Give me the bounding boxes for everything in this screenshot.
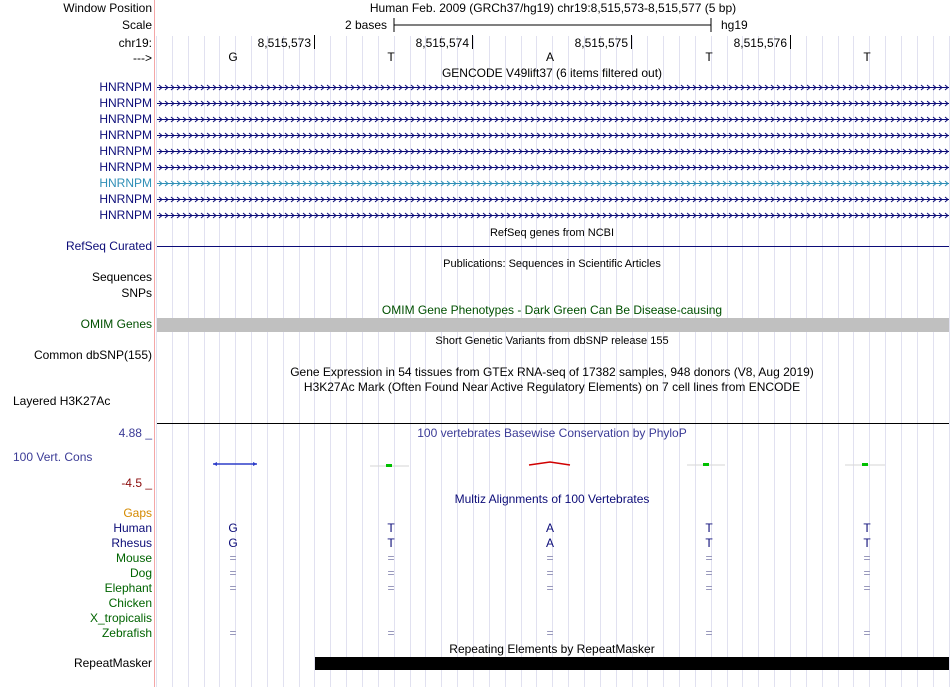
ruler-position: 8,515,576 xyxy=(733,36,787,50)
multiz-base: = xyxy=(705,626,713,640)
left-margin-line xyxy=(154,0,155,687)
multiz-base: = xyxy=(546,581,554,595)
ruler-tick xyxy=(472,35,473,49)
gtex-title: Gene Expression in 54 tissues from GTEx RNA-seq of 17382 samples, 948 donors (V8, Aug 2019) xyxy=(290,365,814,379)
multiz-base: = xyxy=(387,626,395,640)
omim-label[interactable]: OMIM Genes xyxy=(80,317,152,331)
window-position-label: Window Position xyxy=(63,1,152,15)
h3k27ac-label[interactable]: Layered H3K27Ac xyxy=(13,394,111,408)
scale-bar xyxy=(393,17,713,33)
multiz-base: = xyxy=(863,566,871,580)
multiz-base: A xyxy=(545,536,555,550)
multiz-base: G xyxy=(228,521,238,535)
base-letter: G xyxy=(228,50,238,64)
gencode-gene-label[interactable]: HNRNPM xyxy=(99,96,152,110)
multiz-species-label[interactable]: X_tropicalis xyxy=(89,611,152,625)
base-letter: T xyxy=(705,50,713,64)
multiz-base: = xyxy=(705,566,713,580)
conservation-label[interactable]: 100 Vert. Cons xyxy=(13,450,93,464)
repeatmasker-label[interactable]: RepeatMasker xyxy=(73,656,152,670)
window-position-value: Human Feb. 2009 (GRCh37/hg19) chr19:8,515,573-8,515,577 (5 bp) xyxy=(369,1,737,15)
base-letter: T xyxy=(863,50,871,64)
cons-bar-2 xyxy=(386,464,392,467)
gencode-gene-track[interactable] xyxy=(157,208,949,222)
gencode-gene-track[interactable] xyxy=(157,144,949,158)
ruler-tick xyxy=(631,35,632,49)
gencode-gene-label[interactable]: HNRNPM xyxy=(99,128,152,142)
multiz-base: A xyxy=(545,521,555,535)
ruler-tick xyxy=(314,35,315,49)
multiz-base: = xyxy=(863,581,871,595)
cons-bar-5 xyxy=(862,463,868,466)
gencode-gene-label[interactable]: HNRNPM xyxy=(99,160,152,174)
multiz-base: = xyxy=(229,566,237,580)
dbsnp-title: Short Genetic Variants from dbSNP release 155 xyxy=(435,335,669,347)
multiz-base: = xyxy=(229,581,237,595)
multiz-base: = xyxy=(546,551,554,565)
cons-arrow-right xyxy=(253,462,257,466)
gencode-gene-track[interactable] xyxy=(157,192,949,206)
dbsnp-label[interactable]: Common dbSNP(155) xyxy=(33,348,152,362)
gencode-gene-label[interactable]: HNRNPM xyxy=(99,208,152,222)
multiz-base: T xyxy=(387,521,395,535)
multiz-base: T xyxy=(705,521,713,535)
gaps-label[interactable]: Gaps xyxy=(123,506,152,520)
multiz-base: = xyxy=(863,626,871,640)
gencode-gene-track[interactable] xyxy=(157,128,949,142)
gencode-gene-label[interactable]: HNRNPM xyxy=(99,112,152,126)
omim-title: OMIM Gene Phenotypes - Dark Green Can Be Disease-causing xyxy=(381,303,723,317)
multiz-base: T xyxy=(387,536,395,550)
multiz-base: T xyxy=(863,521,871,535)
multiz-base: = xyxy=(863,551,871,565)
gencode-gene-label[interactable]: HNRNPM xyxy=(99,176,152,190)
multiz-species-label[interactable]: Mouse xyxy=(115,551,152,565)
ruler-position: 8,515,575 xyxy=(574,36,628,50)
repeatmasker-title: Repeating Elements by RepeatMasker xyxy=(449,642,655,656)
multiz-base: T xyxy=(705,536,713,550)
assembly-name: hg19 xyxy=(721,18,748,32)
conservation-min-label: -4.5 _ xyxy=(121,476,152,490)
multiz-species-label[interactable]: Dog xyxy=(129,566,152,580)
conservation-max-label: 4.88 _ xyxy=(118,426,152,440)
gencode-gene-track[interactable] xyxy=(157,160,949,174)
scale-label: Scale xyxy=(121,18,152,32)
multiz-base: = xyxy=(229,626,237,640)
ruler-tick xyxy=(790,35,791,49)
strand-label: ---> xyxy=(133,51,152,65)
multiz-base: = xyxy=(705,581,713,595)
h3k27ac-baseline xyxy=(157,423,949,424)
gencode-gene-label[interactable]: HNRNPM xyxy=(99,144,152,158)
multiz-base: = xyxy=(546,626,554,640)
multiz-species-label[interactable]: Rhesus xyxy=(111,536,152,550)
gencode-gene-track[interactable] xyxy=(157,176,949,190)
snps-label[interactable]: SNPs xyxy=(121,286,152,300)
multiz-species-label[interactable]: Elephant xyxy=(104,581,152,595)
cons-bar-3 xyxy=(529,462,570,465)
multiz-base: = xyxy=(387,566,395,580)
multiz-base: = xyxy=(705,551,713,565)
gencode-gene-label[interactable]: HNRNPM xyxy=(99,80,152,94)
multiz-base: G xyxy=(228,536,238,550)
ruler-position: 8,515,574 xyxy=(415,36,469,50)
gencode-gene-track[interactable] xyxy=(157,112,949,126)
ruler-position: 8,515,573 xyxy=(257,36,311,50)
multiz-species-label[interactable]: Chicken xyxy=(108,596,152,610)
gencode-gene-label[interactable]: HNRNPM xyxy=(99,192,152,206)
repeatmasker-block[interactable] xyxy=(315,657,949,670)
multiz-base: = xyxy=(387,551,395,565)
multiz-species-label[interactable]: Zebrafish xyxy=(101,626,152,640)
cons-bar-4 xyxy=(703,463,709,466)
base-letter: T xyxy=(387,50,395,64)
gencode-gene-track[interactable] xyxy=(157,96,949,110)
conservation-title: 100 vertebrates Basewise Conservation by PhyloP xyxy=(417,426,687,440)
conservation-plot xyxy=(157,455,949,471)
omim-gene-bar[interactable] xyxy=(157,318,949,332)
cons-arrow-left xyxy=(213,462,217,466)
gencode-gene-track[interactable] xyxy=(157,80,949,94)
publications-title: Publications: Sequences in Scientific Articles xyxy=(443,258,661,270)
refseq-label[interactable]: RefSeq Curated xyxy=(65,239,152,253)
refseq-gene-line[interactable] xyxy=(157,246,949,247)
multiz-title: Multiz Alignments of 100 Vertebrates xyxy=(454,492,650,506)
sequences-label[interactable]: Sequences xyxy=(91,270,152,284)
scale-span: 2 bases xyxy=(345,18,388,32)
multiz-base: = xyxy=(229,551,237,565)
gencode-title: GENCODE V49lift37 (6 items filtered out) xyxy=(441,66,663,80)
chrom-label: chr19: xyxy=(118,36,152,50)
multiz-base: = xyxy=(387,581,395,595)
refseq-title: RefSeq genes from NCBI xyxy=(489,227,615,239)
multiz-base: = xyxy=(546,566,554,580)
base-letter: A xyxy=(545,50,555,64)
multiz-base: T xyxy=(863,536,871,550)
multiz-species-label[interactable]: Human xyxy=(113,521,152,535)
h3k27ac-title: H3K27Ac Mark (Often Found Near Active Regulatory Elements) on 7 cell lines from ENCODE xyxy=(303,380,801,394)
